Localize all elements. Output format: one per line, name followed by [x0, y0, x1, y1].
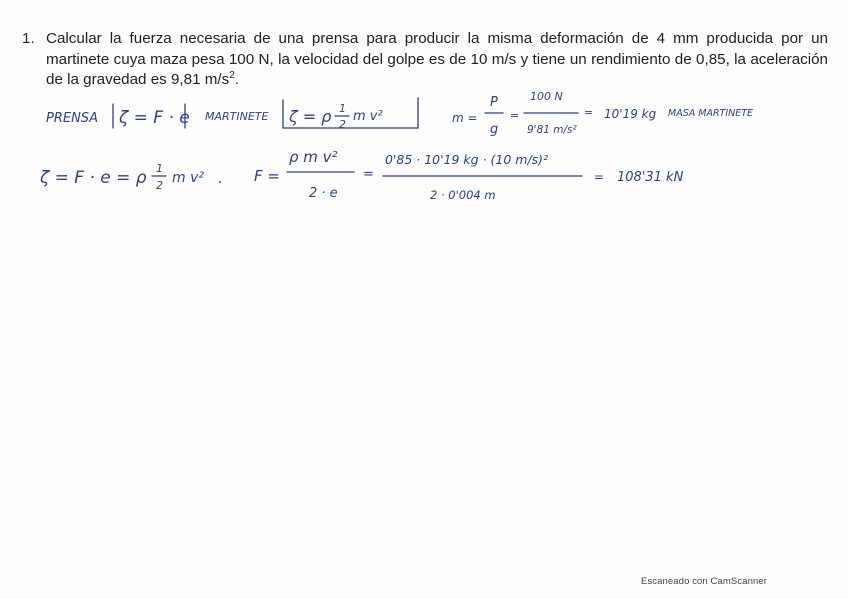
martinete-formula-left: ζ = ρ: [289, 107, 332, 126]
mass-label: MASA MARTINETE: [668, 108, 754, 119]
force-frac1-num: ρ m v²: [289, 148, 338, 166]
force-eq2: =: [594, 170, 605, 184]
prensa-label: PRENSA: [46, 111, 98, 126]
work-half-den: 2: [156, 179, 163, 192]
mass-eq1: =: [510, 109, 520, 122]
problem-text-main: Calcular la fuerza necesaria de una prensa para producir la misma deformación de 4 mm producida por un martinete cuya maza pesa 100 N, la velocidad del golpe es de 10 m/s y tiene un rendimiento de 0,85, la aceleración de la gravedad es 9,81 m/s: [46, 30, 828, 88]
mass-result: 10'19 kg: [604, 107, 657, 121]
force-frac2-den: 2 · 0'004 m: [430, 188, 496, 202]
martinete-label: MARTINETE: [205, 110, 269, 123]
mass-g-den: g: [490, 122, 499, 137]
mass-m-eq: m =: [452, 111, 478, 125]
problem-number: 1.: [22, 30, 35, 47]
force-result: 108'31 kN: [617, 170, 684, 185]
problem-text-sup: 2: [229, 69, 235, 81]
martinete-half-num: 1: [339, 102, 346, 115]
work-dot: .: [218, 169, 223, 187]
problem-text-end: .: [234, 71, 240, 88]
prensa-formula: ζ = F · e: [119, 108, 190, 128]
work-half-num: 1: [156, 162, 163, 175]
martinete-half-den: 2: [339, 118, 346, 131]
scanner-watermark: Escaneado con CamScanner: [641, 576, 767, 587]
mass-grav-den: 9'81 m/s²: [527, 124, 577, 136]
work-equation: ζ = F · e = ρ: [40, 168, 147, 188]
mass-p-num: P: [490, 95, 498, 110]
force-frac2-num: 0'85 · 10'19 kg · (10 m/s)²: [385, 152, 549, 167]
force-f-eq: F =: [254, 167, 280, 185]
mass-eq2: =: [584, 106, 594, 119]
mass-force-num: 100 N: [530, 90, 563, 103]
martinete-formula-right: m v²: [353, 109, 383, 124]
force-eq1: =: [363, 167, 374, 182]
force-frac1-den: 2 · e: [309, 186, 338, 201]
work-mv2: m v²: [172, 170, 204, 186]
